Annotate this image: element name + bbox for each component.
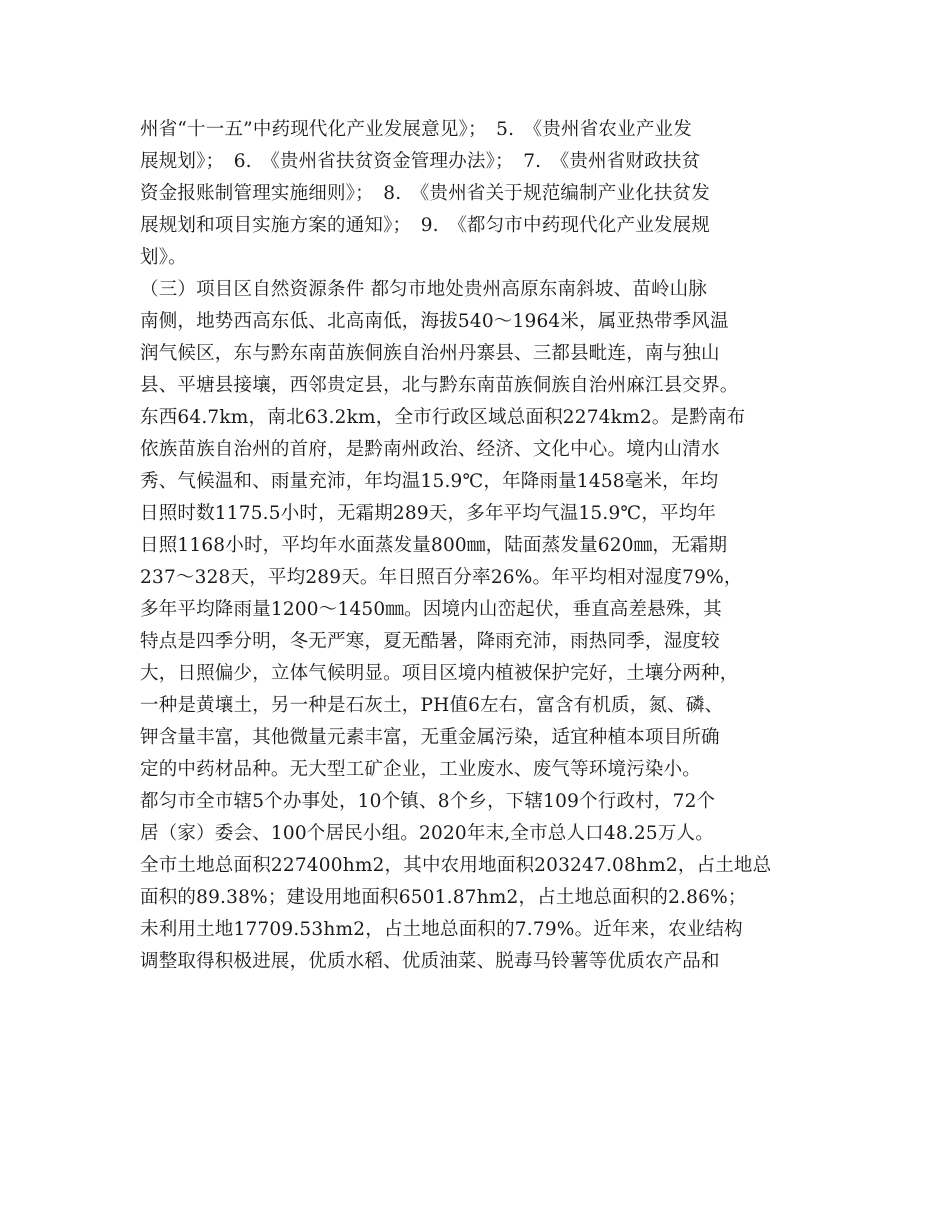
text-line: 润气候区，东与黔东南苗族侗族自治州丹寨县、三都县毗连，南与独山 xyxy=(140,343,720,364)
text-line: 237～328天，平均289天。年日照百分率26%。年平均相对湿度79%， xyxy=(140,567,743,588)
text-line: 秀、气候温和、雨量充沛，年均温15.9℃，年降雨量1458毫米，年均 xyxy=(140,471,719,492)
text-line: 都匀市全市辖5个办事处，10个镇、8个乡，下辖109个行政村，72个 xyxy=(140,791,716,812)
text-line: 县、平塘县接壤，西邻贵定县，北与黔东南苗族侗族自治州麻江县交界。 xyxy=(140,375,739,396)
text-line: 展规划和项目实施方案的通知》； 9. 《都匀市中药现代化产业发展规 xyxy=(140,215,711,236)
text-line: 展规划》； 6. 《贵州省扶贫资金管理办法》； 7. 《贵州省财政扶贫 xyxy=(140,151,701,172)
text-line: 划》。 xyxy=(140,247,187,268)
text-line: 日照时数1175.5小时，无霜期289天，多年平均气温15.9℃，平均年 xyxy=(140,503,717,524)
text-line: 大，日照偏少，立体气候明显。项目区境内植被保护完好，土壤分两种， xyxy=(140,663,739,684)
text-line: 日照1168小时，平均年水面蒸发量800㎜，陆面蒸发量620㎜，无霜期 xyxy=(140,535,728,556)
text-line: 定的中药材品种。无大型工矿企业，工业废水、废气等环境污染小。 xyxy=(140,759,702,780)
text-line: 东西64.7km，南北63.2km，全市行政区域总面积2274km2。是黔南布 xyxy=(140,407,746,428)
text-line: 特点是四季分明，冬无严寒，夏无酷暑，降雨充沛，雨热同季，湿度较 xyxy=(140,631,720,652)
body-text xyxy=(140,114,820,978)
text-line: 居（家）委会、100个居民小组。2020年末,全市总人口48.25万人。 xyxy=(140,823,714,844)
text-line: 未利用土地17709.53hm2，占土地总面积的7.79%。近年来，农业结构 xyxy=(140,919,743,940)
text-line: 调整取得积极进展，优质水稻、优质油菜、脱毒马铃薯等优质农产品和 xyxy=(140,951,720,972)
text-line: 依族苗族自治州的首府，是黔南州政治、经济、文化中心。境内山清水 xyxy=(140,439,720,460)
text-line: 南侧，地势西高东低、北高南低，海拔540～1964米，属亚热带季风温 xyxy=(140,311,729,332)
text-line: 多年平均降雨量1200～1450㎜。因境内山峦起伏，垂直高差悬殊，其 xyxy=(140,599,722,620)
text-line: 钾含量丰富，其他微量元素丰富，无重金属污染，适宜种植本项目所确 xyxy=(140,727,720,748)
section-heading-line: （三）项目区自然资源条件 都匀市地处贵州高原东南斜坡、苗岭山脉 xyxy=(140,279,708,300)
text-line: 州省“十一五”中药现代化产业发展意见》； 5. 《贵州省农业产业发 xyxy=(140,119,692,140)
text-line: 资金报账制管理实施细则》； 8. 《贵州省关于规范编制产业化扶贫发 xyxy=(140,183,711,204)
text-line: 一种是黄壤土，另一种是石灰土，PH值6左右，富含有机质，氮、磷、 xyxy=(140,695,724,716)
text-line: 全市土地总面积227400hm2，其中农用地面积203247.08hm2，占土地总 xyxy=(140,855,772,876)
text-line: 面积的89.38%；建设用地面积6501.87hm2，占土地总面积的2.86%； xyxy=(140,887,747,908)
